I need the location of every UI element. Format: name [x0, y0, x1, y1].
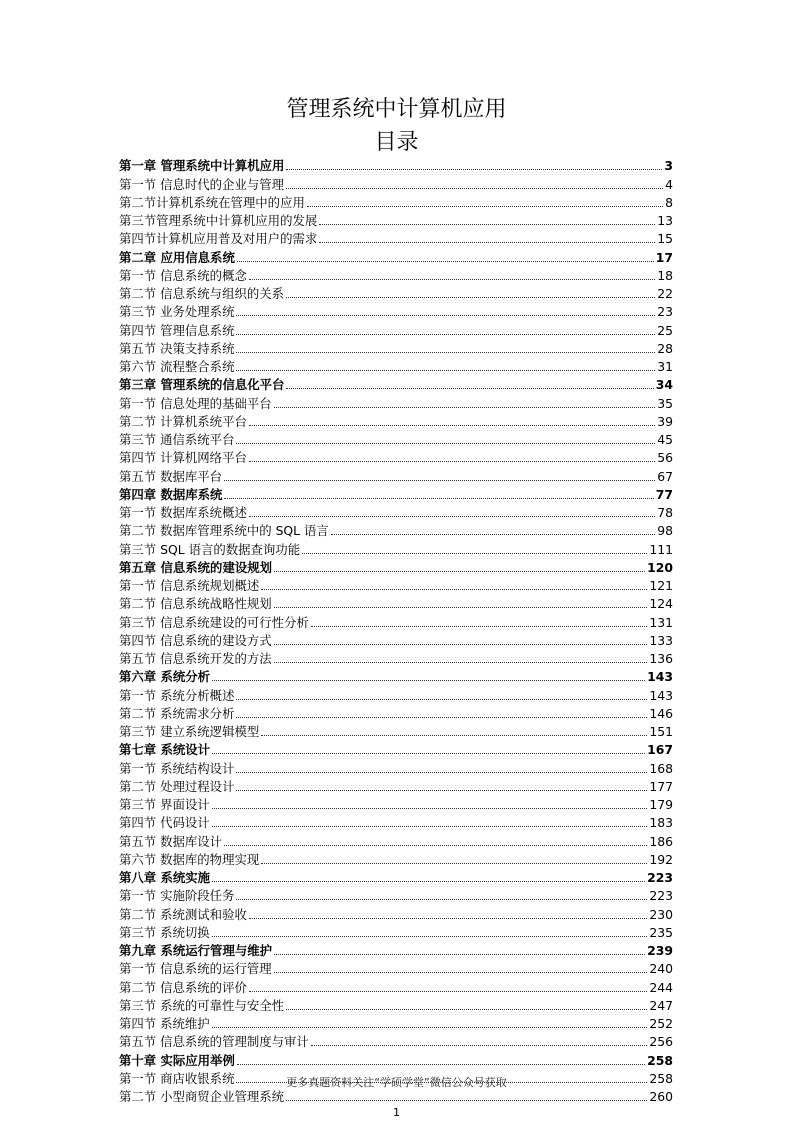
toc-section-entry[interactable]: [119, 449, 673, 467]
toc-entry-label: 第三节管理系统中计算机应用的发展: [119, 213, 318, 228]
toc-entry-label: 第六节 流程整合系统: [119, 359, 235, 374]
toc-entry-label: 第三节 SQL 语言的数据查询功能: [119, 541, 301, 557]
toc-entry-label: 第一节 信息处理的基础平台: [119, 395, 272, 411]
toc-entry-label: 第二节 信息系统的评价: [119, 979, 247, 995]
toc-entry-label: 第一节 信息系统的概念: [119, 267, 247, 283]
toc-chapter-entry[interactable]: [119, 376, 673, 394]
toc-chapter-entry[interactable]: [119, 157, 673, 175]
toc-section-entry[interactable]: [119, 814, 673, 832]
toc-entry-label: 第二节 系统需求分析: [119, 705, 235, 721]
toc-entry-page: 256: [649, 1034, 673, 1050]
toc-entry-page: 133: [649, 632, 673, 648]
toc-section-entry[interactable]: [119, 997, 673, 1015]
toc-entry-label: 第一节 信息时代的企业与管理: [119, 176, 285, 192]
dot-leader: [311, 625, 648, 627]
toc-section-entry[interactable]: [119, 1015, 673, 1033]
toc-entry-page: 77: [655, 486, 673, 502]
toc-section-entry[interactable]: [119, 832, 673, 850]
dot-leader: [249, 990, 647, 992]
toc-entry-page: 177: [649, 778, 673, 794]
toc-entry-label: 第六章 系统分析: [119, 669, 211, 685]
dot-leader: [212, 807, 648, 809]
toc-section-entry[interactable]: [119, 905, 673, 923]
dot-leader: [236, 716, 647, 718]
dot-leader: [236, 698, 647, 700]
toc-entry-label: 第四节计算机应用普及对用户的需求: [119, 231, 318, 247]
toc-section-entry[interactable]: [119, 778, 673, 796]
toc-entry-label: 第一节 信息系统规划概述: [119, 578, 260, 593]
toc-chapter-entry[interactable]: [119, 486, 673, 504]
toc-entry-page: 111: [649, 541, 673, 557]
toc-chapter-entry[interactable]: [119, 942, 673, 960]
toc-entry-label: 第二节 信息系统与组织的关系: [119, 286, 285, 301]
toc-section-entry[interactable]: [119, 613, 673, 631]
toc-entry-label: 第一节 实施阶段任务: [119, 888, 235, 904]
toc-section-entry[interactable]: [119, 705, 673, 723]
toc-entry-label: 第八章 系统实施: [119, 870, 211, 885]
dot-leader: [319, 223, 655, 225]
dot-leader: [249, 424, 655, 426]
dot-leader: [274, 643, 648, 645]
toc-entry-label: 第四节 系统维护: [119, 1016, 210, 1031]
toc-section-entry[interactable]: [119, 540, 673, 558]
toc-section-entry[interactable]: [119, 358, 673, 376]
toc-entry-page: 252: [649, 1016, 673, 1031]
dot-leader: [274, 953, 645, 955]
toc-entry-page: 136: [649, 651, 673, 666]
toc-entry-label: 第五节 决策支持系统: [119, 340, 235, 356]
dot-leader: [212, 935, 648, 937]
toc-entry-label: 第三节 业务处理系统: [119, 304, 235, 320]
dot-leader: [286, 168, 662, 170]
toc-entry-label: 第四节 计算机网络平台: [119, 450, 247, 466]
toc-section-entry[interactable]: [119, 960, 673, 978]
toc-entry-page: 22: [657, 286, 673, 301]
toc-entry-label: 第四节 代码设计: [119, 815, 210, 831]
toc-section-entry[interactable]: [119, 212, 673, 230]
toc-section-entry[interactable]: [119, 267, 673, 285]
dot-leader: [212, 679, 645, 681]
toc-chapter-entry[interactable]: [119, 869, 673, 887]
toc-entry-label: 第三节 信息系统建设的可行性分析: [119, 614, 309, 630]
dot-leader: [286, 187, 663, 189]
toc-entry-label: 第三节 通信系统平台: [119, 432, 235, 447]
toc-entry-label: 第二节 处理过程设计: [119, 778, 235, 794]
toc-section-entry[interactable]: [119, 723, 673, 741]
toc-section-entry[interactable]: [119, 321, 673, 339]
dot-leader: [311, 1044, 648, 1046]
dot-leader: [286, 1099, 647, 1101]
toc-entry-label: 第六节 数据库的物理实现: [119, 851, 260, 867]
toc-entry-page: 223: [647, 870, 673, 885]
dot-leader: [249, 917, 647, 919]
toc-section-entry[interactable]: [119, 175, 673, 193]
toc-section-entry[interactable]: [119, 230, 673, 248]
toc-entry-page: 124: [649, 596, 673, 612]
dot-leader: [249, 460, 655, 462]
toc-entry-page: 179: [649, 797, 673, 812]
toc-entry-page: 3: [664, 158, 673, 174]
toc-section-entry[interactable]: [119, 851, 673, 869]
toc-entry-label: 第五节 数据库设计: [119, 833, 223, 849]
toc-section-entry[interactable]: [119, 632, 673, 650]
toc-section-entry[interactable]: [119, 467, 673, 485]
toc-entry-page: 121: [649, 578, 673, 593]
toc-heading: 目录: [374, 130, 419, 155]
toc-entry-page: 78: [657, 505, 673, 520]
toc-entry-page: 45: [657, 432, 673, 447]
dot-leader: [224, 497, 653, 499]
toc-entry-page: 35: [657, 395, 673, 411]
dot-leader: [286, 387, 653, 389]
toc-chapter-entry[interactable]: [119, 248, 673, 266]
dot-leader: [331, 533, 655, 535]
dot-leader: [274, 971, 648, 973]
toc-entry-label: 第四节 管理信息系统: [119, 322, 235, 338]
toc-entry-label: 第四章 数据库系统: [119, 486, 223, 502]
dot-leader: [274, 570, 645, 572]
toc-entry-page: 168: [649, 760, 673, 776]
dot-leader: [249, 278, 655, 280]
toc-entry-page: 15: [657, 231, 673, 247]
dot-leader: [212, 1026, 648, 1028]
toc-entry-page: 23: [657, 304, 673, 320]
dot-leader: [307, 205, 663, 207]
toc-section-entry[interactable]: [119, 504, 673, 522]
toc-entry-label: 第三节 系统切换: [119, 924, 210, 940]
toc-section-entry[interactable]: [119, 194, 673, 212]
toc-section-entry[interactable]: [119, 650, 673, 668]
toc-section-entry[interactable]: [119, 978, 673, 996]
dot-leader: [212, 825, 648, 827]
toc-section-entry[interactable]: [119, 887, 673, 905]
toc-entry-page: 4: [665, 176, 673, 192]
toc-entry-label: 第二章 应用信息系统: [119, 249, 235, 265]
toc-entry-page: 239: [647, 943, 673, 958]
document-title: 管理系统中计算机应用: [286, 97, 507, 122]
toc-entry-label: 第一节 商店收银系统: [119, 1070, 235, 1086]
toc-entry-page: 151: [649, 724, 673, 739]
footer-note: 更多真题资料关注“学硕学堂”微信公众号获取: [286, 1076, 507, 1089]
dot-leader: [286, 1008, 647, 1010]
toc-section-entry[interactable]: [119, 340, 673, 358]
dot-leader: [302, 552, 647, 554]
toc-entry-page: 131: [649, 614, 673, 630]
toc-section-entry[interactable]: [119, 595, 673, 613]
page-number: 1: [393, 1106, 400, 1119]
dot-leader: [236, 314, 655, 316]
toc-entry-page: 98: [657, 523, 673, 539]
dot-leader: [274, 661, 648, 663]
toc-entry-label: 第一章 管理系统中计算机应用: [119, 158, 285, 174]
toc-entry-label: 第二节计算机系统在管理中的应用: [119, 194, 305, 210]
toc-section-entry[interactable]: [119, 577, 673, 595]
toc-section-entry[interactable]: [119, 394, 673, 412]
toc-section-entry[interactable]: [119, 1088, 673, 1106]
dot-leader: [236, 771, 647, 773]
dot-leader: [237, 260, 654, 262]
toc-entry-page: 39: [657, 413, 673, 429]
toc-entry-label: 第二节 信息系统战略性规划: [119, 596, 272, 612]
toc-entry-label: 第五节 信息系统开发的方法: [119, 651, 272, 666]
toc-entry-page: 223: [649, 888, 673, 904]
toc-entry-label: 第一节 系统结构设计: [119, 760, 235, 776]
table-of-contents: [119, 157, 673, 1106]
toc-entry-page: 34: [655, 377, 673, 393]
toc-entry-page: 247: [649, 997, 673, 1013]
dot-leader: [319, 241, 655, 243]
toc-entry-page: 28: [657, 340, 673, 356]
dot-leader: [274, 606, 648, 608]
toc-entry-page: 67: [657, 468, 673, 484]
toc-entry-label: 第五节 信息系统的管理制度与审计: [119, 1034, 309, 1050]
toc-chapter-entry[interactable]: [119, 559, 673, 577]
dot-leader: [237, 1063, 645, 1065]
toc-entry-page: 183: [649, 815, 673, 831]
toc-entry-page: 244: [649, 979, 673, 995]
toc-entry-page: 25: [657, 322, 673, 338]
toc-entry-page: 240: [649, 961, 673, 977]
dot-leader: [236, 898, 647, 900]
toc-entry-page: 13: [657, 213, 673, 228]
toc-entry-label: 第十章 实际应用举例: [119, 1052, 235, 1068]
toc-section-entry[interactable]: [119, 759, 673, 777]
toc-entry-label: 第四节 信息系统的建设方式: [119, 632, 272, 648]
toc-entry-page: 18: [657, 267, 673, 283]
toc-section-entry[interactable]: [119, 285, 673, 303]
toc-entry-page: 143: [649, 687, 673, 703]
toc-section-entry[interactable]: [119, 431, 673, 449]
toc-entry-page: 120: [647, 559, 673, 575]
toc-entry-page: 167: [647, 742, 673, 758]
dot-leader: [261, 734, 647, 736]
toc-entry-page: 260: [649, 1089, 673, 1104]
toc-entry-page: 258: [649, 1070, 673, 1086]
toc-entry-label: 第九章 系统运行管理与维护: [119, 943, 273, 958]
toc-section-entry[interactable]: [119, 924, 673, 942]
dot-leader: [212, 752, 645, 754]
toc-entry-label: 第五节 数据库平台: [119, 468, 223, 484]
dot-leader: [236, 369, 655, 371]
dot-leader: [236, 333, 655, 335]
dot-leader: [236, 351, 655, 353]
dot-leader: [261, 862, 647, 864]
toc-entry-page: 31: [657, 359, 673, 374]
dot-leader: [261, 588, 647, 590]
dot-leader: [212, 880, 645, 882]
toc-entry-label: 第三节 建立系统逻辑模型: [119, 724, 260, 739]
dot-leader: [236, 442, 655, 444]
toc-entry-label: 第二节 系统测试和验收: [119, 906, 247, 922]
toc-chapter-entry[interactable]: [119, 668, 673, 686]
dot-leader: [274, 406, 656, 408]
toc-entry-label: 第七章 系统设计: [119, 742, 211, 758]
dot-leader: [249, 515, 655, 517]
toc-section-entry[interactable]: [119, 1033, 673, 1051]
dot-leader: [224, 479, 655, 481]
dot-leader: [236, 789, 647, 791]
toc-section-entry[interactable]: [119, 522, 673, 540]
toc-chapter-entry[interactable]: [119, 741, 673, 759]
toc-entry-page: 17: [655, 249, 673, 265]
toc-entry-page: 192: [649, 851, 673, 867]
toc-entry-label: 第二节 小型商贸企业管理系统: [119, 1089, 285, 1104]
toc-entry-label: 第一节 信息系统的运行管理: [119, 961, 272, 977]
toc-entry-page: 258: [647, 1052, 673, 1068]
toc-section-entry[interactable]: [119, 413, 673, 431]
toc-entry-page: 186: [649, 833, 673, 849]
toc-entry-page: 235: [649, 924, 673, 940]
dot-leader: [286, 296, 655, 298]
toc-entry-page: 230: [649, 906, 673, 922]
dot-leader: [224, 844, 647, 846]
toc-entry-page: 146: [649, 705, 673, 721]
toc-section-entry[interactable]: [119, 303, 673, 321]
toc-entry-page: 56: [657, 450, 673, 466]
toc-entry-label: 第一节 数据库系统概述: [119, 505, 247, 520]
toc-section-entry[interactable]: [119, 686, 673, 704]
toc-entry-page: 8: [665, 194, 673, 210]
toc-entry-label: 第三节 界面设计: [119, 797, 210, 812]
toc-entry-label: 第一节 系统分析概述: [119, 687, 235, 703]
toc-entry-label: 第五章 信息系统的建设规划: [119, 559, 273, 575]
toc-entry-label: 第二节 数据库管理系统中的 SQL 语言: [119, 523, 329, 539]
toc-entry-page: 143: [647, 669, 673, 685]
toc-section-entry[interactable]: [119, 796, 673, 814]
toc-entry-label: 第三章 管理系统的信息化平台: [119, 377, 285, 393]
toc-chapter-entry[interactable]: [119, 1051, 673, 1069]
toc-entry-label: 第二节 计算机系统平台: [119, 413, 247, 429]
toc-entry-label: 第三节 系统的可靠性与安全性: [119, 997, 285, 1013]
